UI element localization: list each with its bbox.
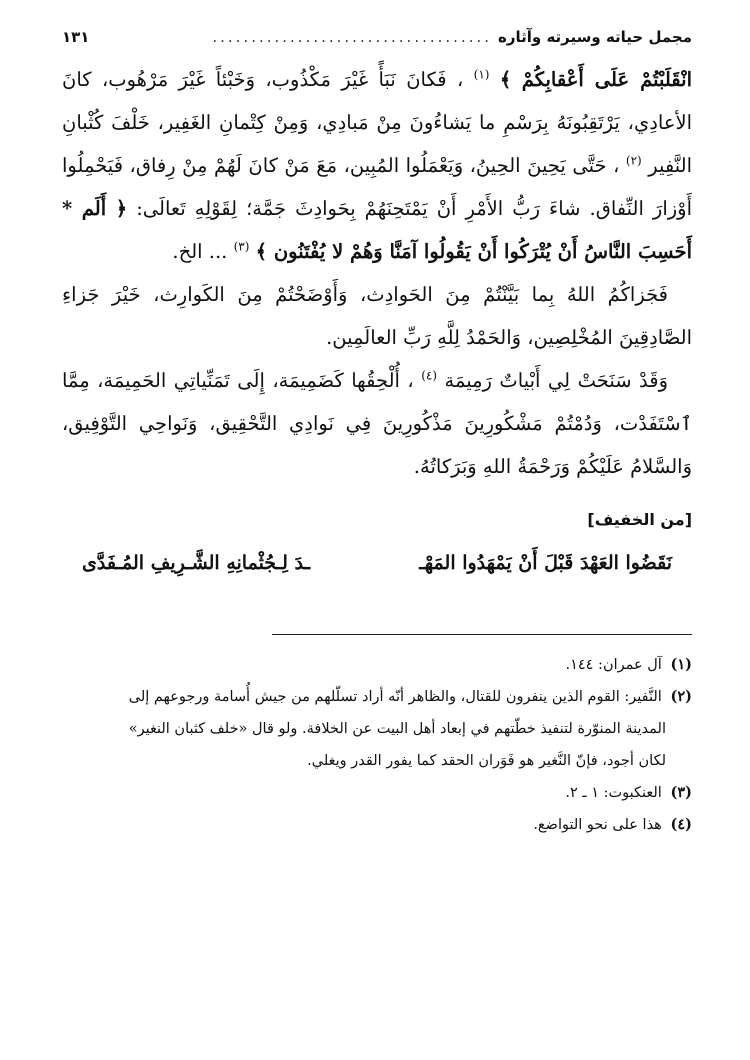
footnote-2-mark: (٢) [670,688,692,705]
paragraph-1-tail: ... الخ. [172,240,228,263]
footnote-2-line-1: النَّفير: القوم الذين ينفرون للقتال، والظاهر أنّه أراد تسلّلهم من جيش أُسامة ورجوعهم إلى [128,689,662,705]
verse-hemistich-2: ـدَ لِـجُثْمانِهِ الشَّـرِيفِ المُـفَدَّى [82,552,311,574]
paragraph-3-text-b: ، أُلْحِقُها كَضَمِيمَة، إِلَى تَمَنِّياتِي الحَمِيمَة، مِمَّا ٱسْتَفَدْت، وَدُمْتُمْ مَشْكُورِينَ مَذْكُورِينَ فِي نَوادِي التَّحْقِيق، وَنَواحِي التَّوْفِيق، وَالسَّلامُ عَلَيْكُمْ وَرَحْمَةُ اللهِ وَبَرَكاتُهُ. [62,369,692,478]
paragraph-3 [62,359,692,488]
footnote-2 [62,681,692,713]
quran-quote-1-close: ﴾ [499,68,512,91]
running-header [62,28,692,52]
footnote-1-mark: (١) [670,656,692,673]
footnote-2-line-3: لكان أجود، فإنّ النَّغير هو فَوَران الحقد كما يفور القدر ويغلي. [307,753,666,769]
quran-quote-1: انْقَلَبْتُمْ عَلَى أَعْقابِكُمْ [521,68,693,91]
page-number: ١٣١ [62,28,90,46]
footnote-1 [62,649,692,681]
poem-meter-label: [من الخفيف] [587,510,692,529]
footnote-ref-1[interactable]: (١) [473,67,490,82]
quran-quote-2: ﴿ أَلَم * أَحَسِبَ النَّاسُ أَنْ يُتْرَكُوا أَنْ يَقُولُوا آمَنَّا وَهُمْ لا يُفْتَنُون ﴾ [62,197,692,263]
footnote-3 [62,777,692,809]
poem-verse [62,552,692,592]
footnote-2-line-2: المدينة المنوّرة لتنفيذ خطّتهم في إبعاد أهل البيت عن الخلافة. ولو قال «خلف كثبان النغير» [128,721,666,737]
leader-dots: .................................... [212,28,493,46]
footnote-3-text: العنكبوت: ١ ـ ٢. [565,785,662,801]
paragraph-1-text: ، فَكانَ نَبَأً غَيْرَ مَكْذُوب، وَخَبْئاً غَيْرَ مَرْهُوب، كانَ الأعادِي، يَرْتَقِبُونَهُ بِرَسْمِ ما يَشاءُونَ مِنْ مَبادِي، وَمِنْ كِتْمانِ الغَفِير، خَلْفَ كُثْبانِ النَّفِير [62,68,692,177]
main-text [62,58,692,488]
footnotes [62,649,692,841]
paragraph-2: فَجَزاكُمُ اللهُ بِما بَيَّنْتُمْ مِنَ الحَوادِث، وَأَوْضَحْتُمْ مِنَ الكَوارِث، خَيْرَ جَزاءِ الصَّادِقِينَ المُخْلِصِين، وَالحَمْدُ لِلَّهِ رَبِّ العالَمِين. [62,283,692,349]
footnote-4 [62,809,692,841]
footnote-4-mark: (٤) [670,816,692,833]
footnote-ref-2[interactable]: (٢) [625,153,642,168]
footnote-4-text: هذا على نحو التواضع. [533,817,662,833]
footnote-ref-3[interactable]: (٣) [233,239,250,254]
book-page [62,28,692,841]
footnote-ref-4[interactable]: (٤) [421,368,438,383]
paragraph-3-text-a: وَقَدْ سَنَحَتْ لِي أَبْياتٌ رَمِيمَة [444,369,668,392]
paragraph-1-text-2: ، حَتَّى يَحِينَ الحِينُ، وَيَعْمَلُوا المُبِين، مَعَ مَنْ كانَ لَهُمْ مِنْ رِفاق، فَيَحْمِلُوا أَوْزارَ النِّفاق. شاءَ رَبُّ الأَمْرِ أَنْ يَمْتَحِنَهُمْ بِحَوادِثَ جَمَّة؛ لِقَوْلِهِ تَعالَى: [62,154,692,220]
footnote-separator [272,634,692,635]
running-title: مجمل حياته وسيرته وآثاره [498,28,692,46]
verse-hemistich-1: نَقَضُوا العَهْدَ قَبْلَ أَنْ يَمْهَدُوا المَهْـ [419,552,672,574]
paragraph-1 [62,58,692,273]
footnote-3-mark: (٣) [670,784,692,801]
footnote-1-text: آل عمران: ١٤٤. [565,657,662,673]
